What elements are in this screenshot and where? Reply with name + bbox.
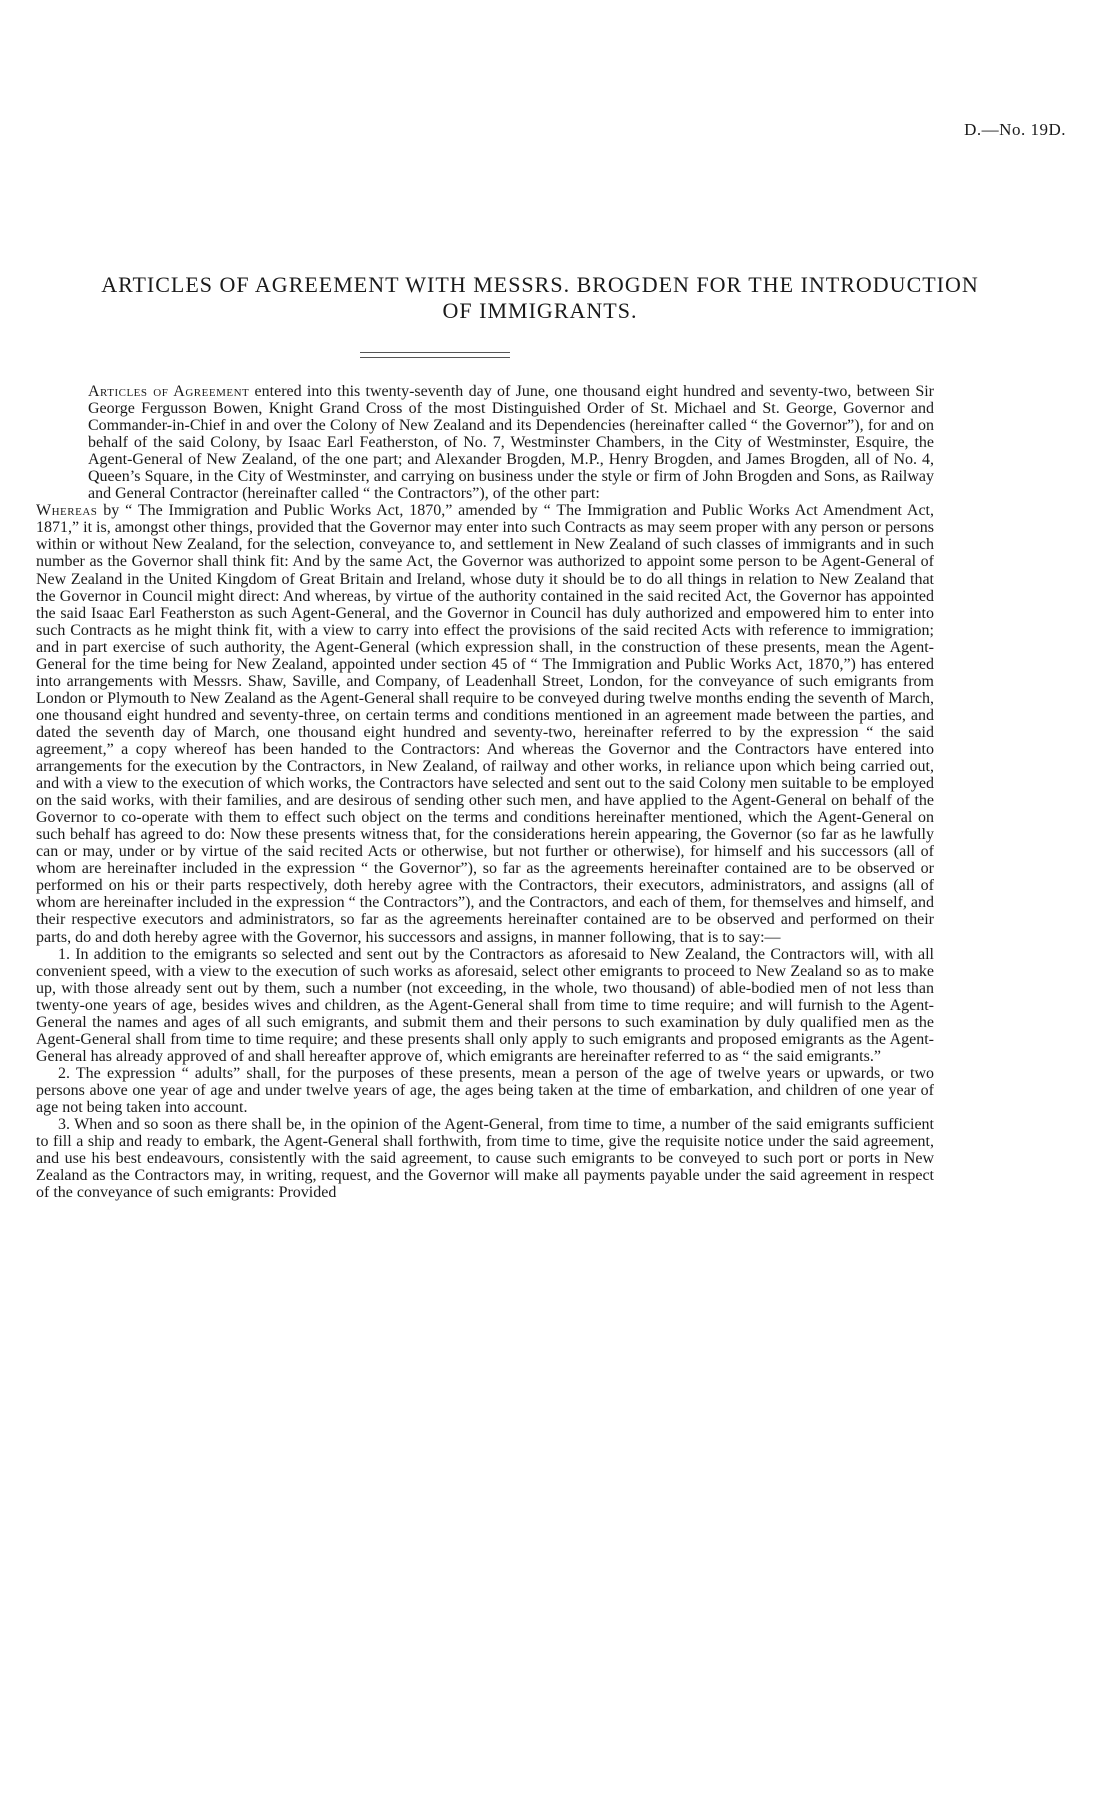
intro-lead: Articles of Agreement bbox=[88, 383, 250, 400]
document-reference: D.—No. 19D. bbox=[964, 120, 1066, 139]
whereas-lead: Whereas bbox=[36, 502, 98, 520]
clause-2: 2. The expression “ adults” shall, for the purposes of these presents, mean a person of the age of twelve years or upwards, or two persons above one year of age and under twelve years of age, the ages being taken at the time of embarkation, and children of one year of age not being taken into account. bbox=[36, 1064, 934, 1116]
document-title bbox=[40, 272, 1040, 324]
intro-paragraph bbox=[36, 383, 934, 502]
title-line-2: OF IMMIGRANTS. bbox=[442, 298, 638, 323]
intro-text: entered into this twenty-seventh day of June, one thousand eight hundred and seventy-two, between Sir George Fergusson Bowen, Knight Grand Cross of the most Distinguished Order of St. Michael and St. George, Governor and Commander-in-Chief in and over the Colony of New Zealand and its Dependencies (hereinafter called “ the Governor”), for and on behalf of the said Colony, by Isaac Earl Featherston, of No. 7, Westminster Chambers, in the City of Westminster, Esquire, the Agent-General of New Zealand, of the one part; and Alexander Brogden, M.P., Henry Brogden, and James Brogden, all of No. 4, Queen’s Square, in the City of Westminster, and carrying on business under the style or firm of John Brogden and Sons, as Railway and General Contractor (hereinafter called “ the Contractors”), of the other part: bbox=[88, 383, 935, 503]
document-body bbox=[36, 383, 934, 1201]
title-divider-second bbox=[360, 357, 510, 358]
title-divider bbox=[360, 352, 510, 353]
whereas-paragraph bbox=[36, 502, 934, 945]
clause-1: 1. In addition to the emigrants so selected and sent out by the Contractors as aforesaid to New Zealand, the Contractors will, with all convenient speed, with a view to the execution of such works as aforesaid, select other emigrants to proceed to New Zealand so as to make up, with those already sent out by them, such a number (not exceeding, in the whole, two thousand) of able-bodied men of not less than twenty-one years of age, besides wives and children, as the Agent-General shall from time to time require; and will furnish to the Agent-General the names and ages of all such emigrants, and submit them and their persons to such examination by duly qualified men as the Agent-General shall from time to time require; and these presents shall only apply to such emigrants and proposed emigrants as the Agent-General has already approved of and shall hereafter approve of, which emigrants are hereinafter referred to as “ the said emigrants.” bbox=[36, 945, 934, 1065]
title-line-1: ARTICLES OF AGREEMENT WITH MESSRS. BROGDEN FOR THE INTRODUCTION bbox=[101, 272, 979, 297]
clause-3: 3. When and so soon as there shall be, in the opinion of the Agent-General, from time to time, a number of the said emigrants sufficient to fill a ship and ready to embark, the Agent-General shall forthwith, from time to time, give the requisite notice under the said agreement, and use his best endeavours, consistently with the said agreement, to cause such emigrants to be conveyed to such port or ports in New Zealand as the Contractors may, in writing, request, and the Governor will make all payments payable under the said agreement in respect of the conveyance of such emigrants: Provided bbox=[36, 1116, 934, 1202]
whereas-text: by “ The Immigration and Public Works Act, 1870,” amended by “ The Immigration and Public Works Act Amendment Act, 1871,” it is, amongst other things, provided that the Governor may enter into such Contracts as may seem proper with any person or persons within or without New Zealand, for the selection, conveyance to, and settlement in New Zealand of such classes of immigrants and in such number as the Governor shall think fit: And by the same Act, the Governor was authorized to appoint some person to be Agent-General of New Zealand in the United Kingdom of Great Britain and Ireland, whose duty it should be to do all things in relation to New Zealand that the Governor in Council might direct: And whereas, by virtue of the authority contained in the said recited Act, the Governor has appointed the said Isaac Earl Featherston as such Agent-General, and the Governor in Council has duly authorized and empowered him to enter into such Contracts as he might think fit, with a view to carry into effect the provisions of the said recited Acts with reference to immigration; and in part exercise of such authority, the Agent-General (which expression shall, in the construction of these presents, mean the Agent-General for the time being for New Zealand, appointed under section 45 of “ The Immigration and Public Works Act, 1870,”) has entered into arrangements with Messrs. Shaw, Saville, and Company, of Leadenhall Street, London, for the conveyance of such emigrants from London or Plymouth to New Zealand as the Agent-General shall require to be conveyed during twelve months ending the seventh of March, one thousand eight hundred and seventy-three, on certain terms and conditions mentioned in an agreement made between the parties, and dated the seventh day of March, one thousand eight hundred and seventy-two, hereinafter referred to by the expression “ the said agreement,” a copy whereof has been handed to the Contractors: And whereas the Governor and the Contractors have entered into arrangements for the execution by the Contractors, in New Zealand, of railway and other works, in reliance upon which being carried out, and with a view to the execution of which works, the Contractors have selected and sent out to the said Colony men suitable to be employed on the said works, with their families, and are desirous of sending other such men, and have applied to the Agent-General on behalf of the Governor to co-operate with them to effect such object on the terms and conditions hereinafter mentioned, which the Agent-General on such behalf has agreed to do: Now these presents witness that, for the considerations herein appearing, the Governor (so far as he lawfully can or may, under or by virtue of the said recited Acts or otherwise, but not further or otherwise), for himself and his successors (all of whom are hereinafter included in the expression “ the Governor”), so far as the agreements hereinafter contained are to be observed or performed on his or their parts respectively, doth hereby agree with the Contractors, their executors, administrators, and assigns (all of whom are hereinafter included in the expression “ the Contractors”), and the Contractors, and each of them, for themselves and himself, and their respective executors and administrators, so far as the agreements hereinafter contained are to be observed and performed on their parts, do and doth hereby agree with the Governor, his successors and assigns, in manner following, that is to say:— bbox=[36, 502, 935, 946]
